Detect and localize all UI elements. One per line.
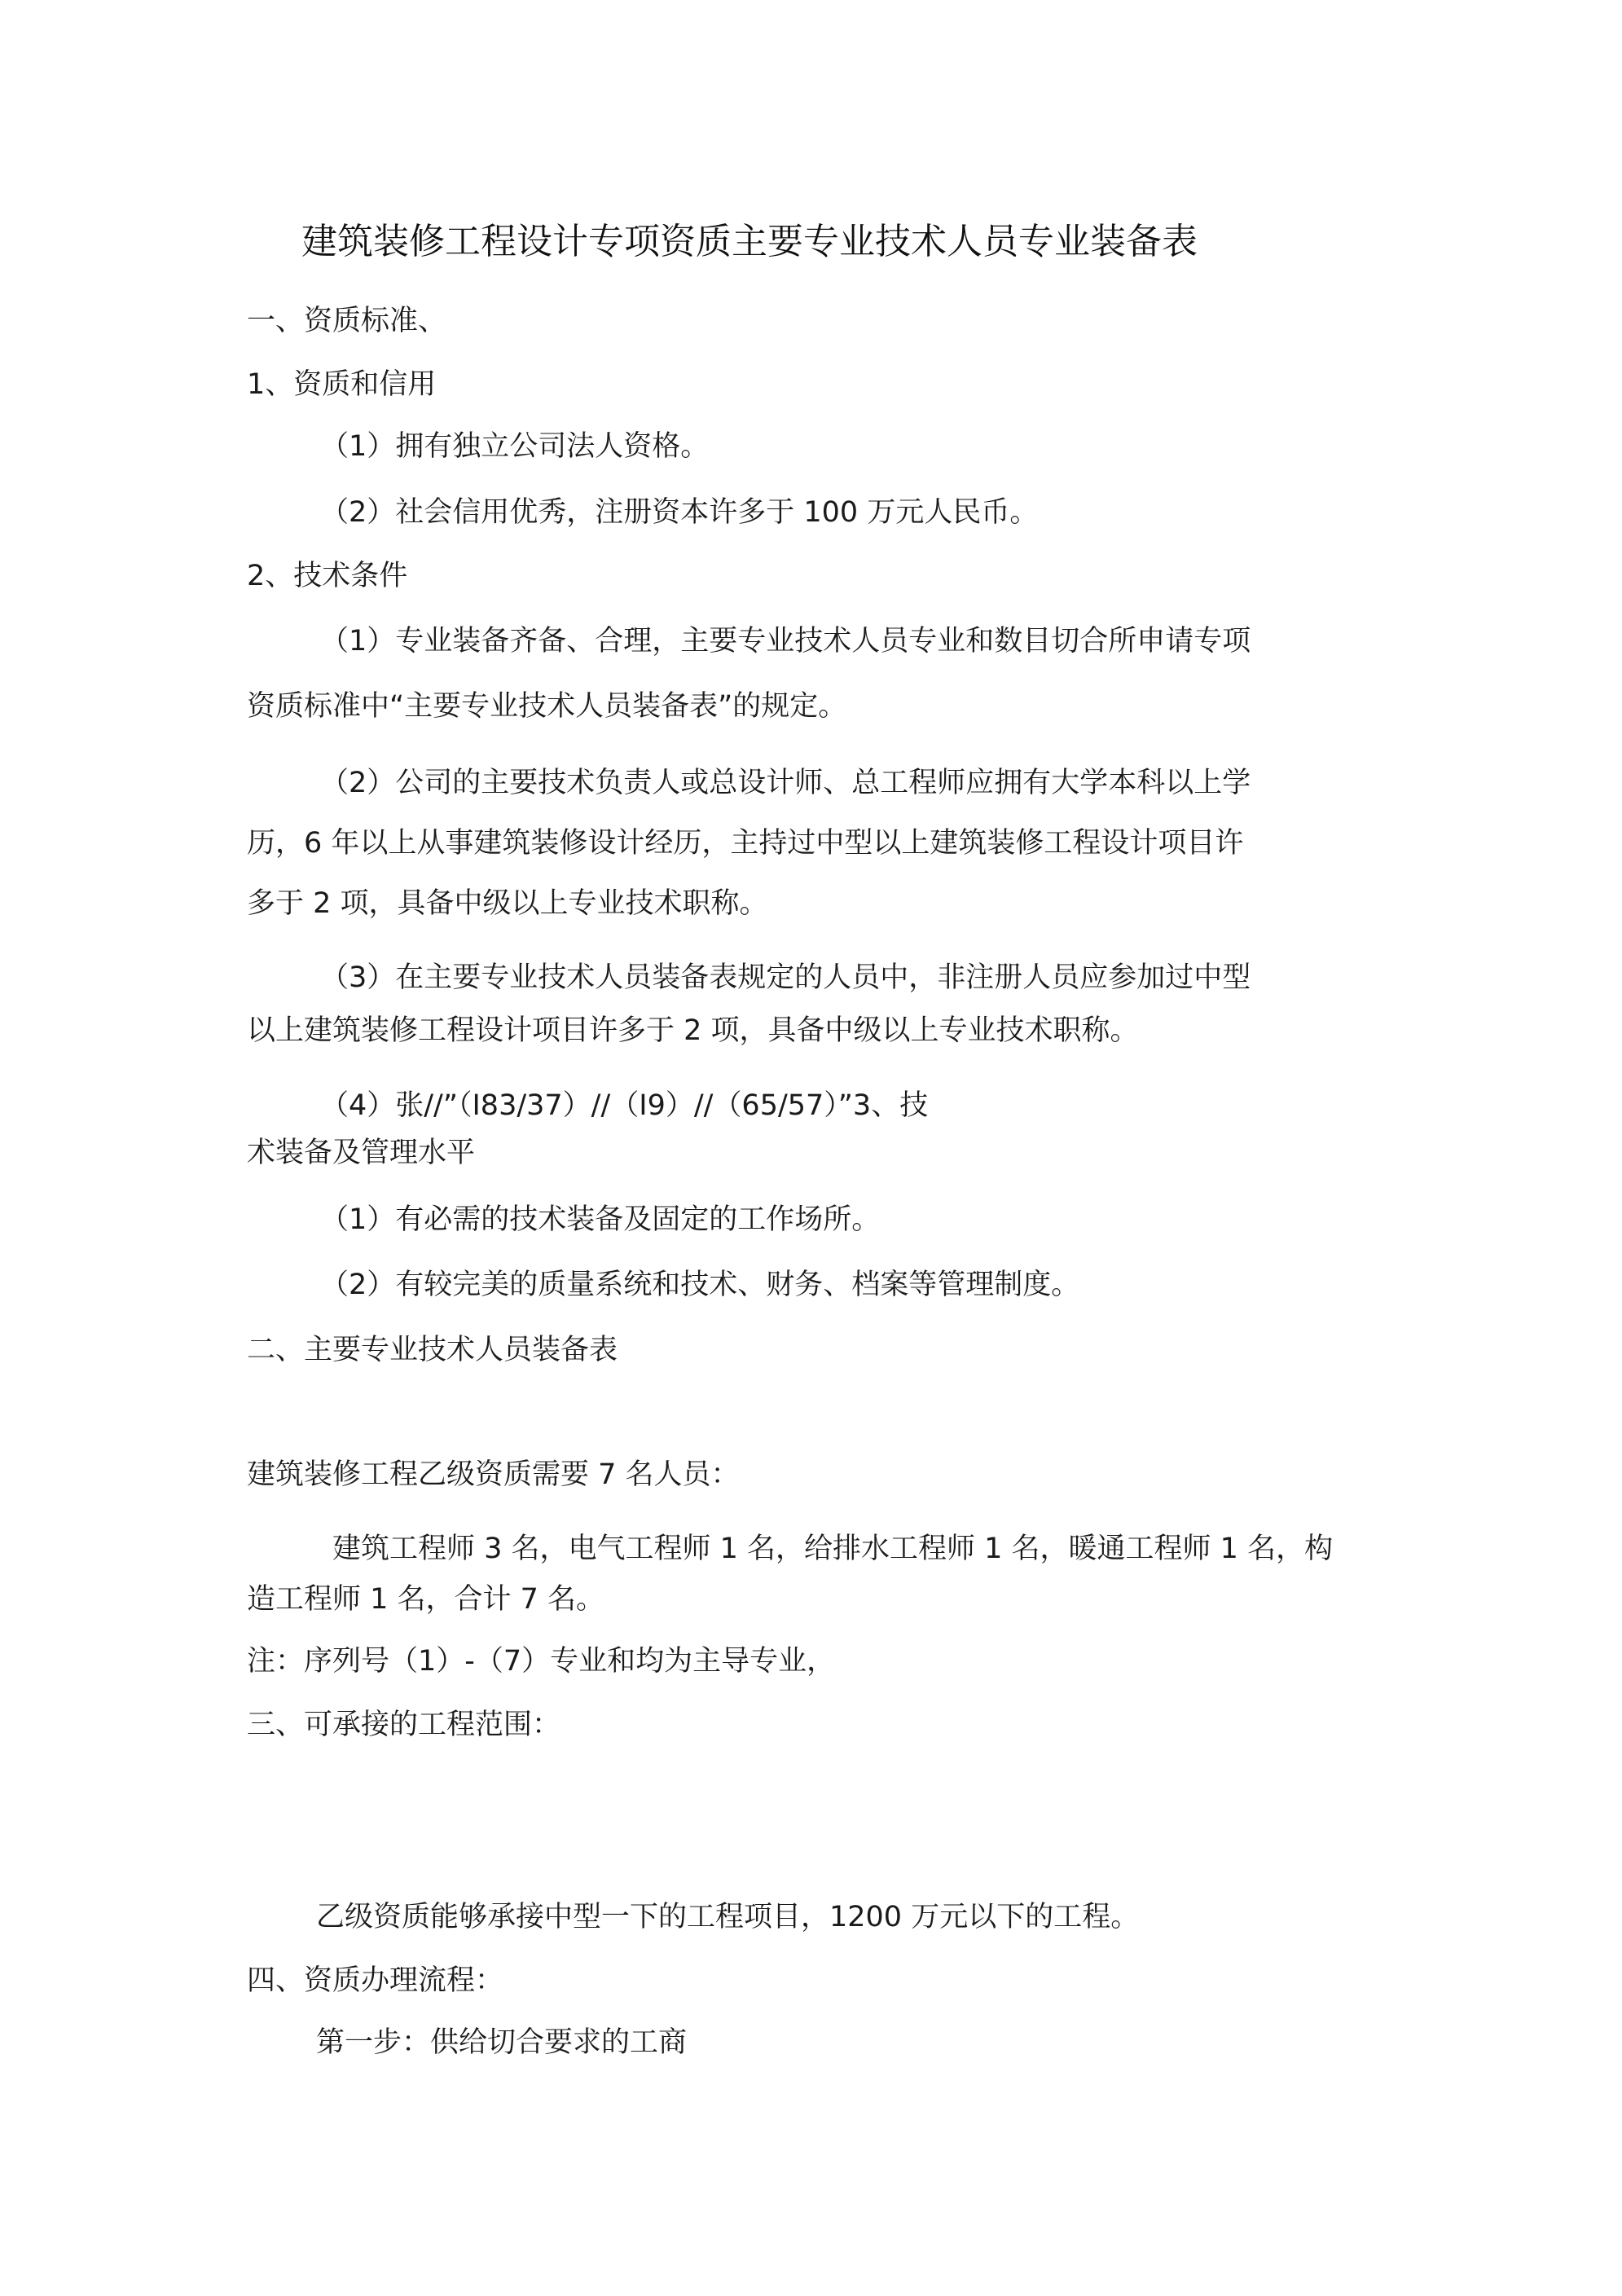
paragraph-line: （2）社会信用优秀，注册资本许多于 100 万元人民币。: [320, 496, 1039, 529]
paragraph-line: （2）有较完美的质量系统和技术、财务、档案等管理制度。: [320, 1269, 1080, 1301]
paragraph-line: （4）张//”（I83/37）//（I9）//（65/57）”3、技: [320, 1089, 929, 1122]
paragraph-line: （2）公司的主要技术负责人或总设计师、总工程师应拥有大学本科以上学: [320, 767, 1251, 799]
paragraph-line: （1）有必需的技术装备及固定的工作场所。: [320, 1203, 881, 1236]
paragraph-line: 建筑装修工程乙级资质需要 7 名人员：: [247, 1458, 740, 1491]
paragraph-line: 资质标准中“主要专业技术人员装备表”的规定。: [247, 690, 847, 723]
paragraph-line: 造工程师 1 名，合计 7 名。: [247, 1583, 605, 1616]
paragraph-line: 术装备及管理水平: [247, 1137, 476, 1169]
paragraph-line: 多于 2 项，具备中级以上专业技术职称。: [247, 887, 768, 920]
section-heading-staff-table: 二、主要专业技术人员装备表: [247, 1334, 618, 1366]
note-line: 注：序列号（1）-（7）专业和均为主导专业，: [247, 1645, 836, 1678]
section-heading-application-process: 四、资质办理流程：: [247, 1964, 504, 1997]
subsection-heading-qualification-credit: 1、资质和信用: [247, 368, 437, 401]
paragraph-line: 建筑工程师 3 名，电气工程师 1 名，给排水工程师 1 名，暖通工程师 1 名，构: [332, 1533, 1334, 1565]
document-title: 建筑装修工程设计专项资质主要专业技术人员专业装备表: [301, 221, 1198, 262]
section-heading-qualification-standard: 一、资质标准、: [247, 305, 447, 337]
paragraph-line: （1）拥有独立公司法人资格。: [320, 430, 710, 463]
paragraph-line: 历，6 年以上从事建筑装修设计经历，主持过中型以上建筑装修工程设计项目许: [247, 827, 1244, 860]
paragraph-line: 乙级资质能够承接中型一下的工程项目，1200 万元以下的工程。: [316, 1901, 1140, 1933]
paragraph-line: （1）专业装备齐备、合理，主要专业技术人员专业和数目切合所申请专项: [320, 625, 1251, 658]
paragraph-line: （3）在主要专业技术人员装备表规定的人员中，非注册人员应参加过中型: [320, 961, 1251, 994]
section-heading-project-scope: 三、可承接的工程范围：: [247, 1709, 561, 1741]
subsection-heading-technical-conditions: 2、技术条件: [247, 560, 408, 592]
paragraph-line: 以上建筑装修工程设计项目许多于 2 项，具备中级以上专业技术职称。: [247, 1014, 1139, 1047]
paragraph-line: 第一步：供给切合要求的工商: [316, 2026, 688, 2059]
